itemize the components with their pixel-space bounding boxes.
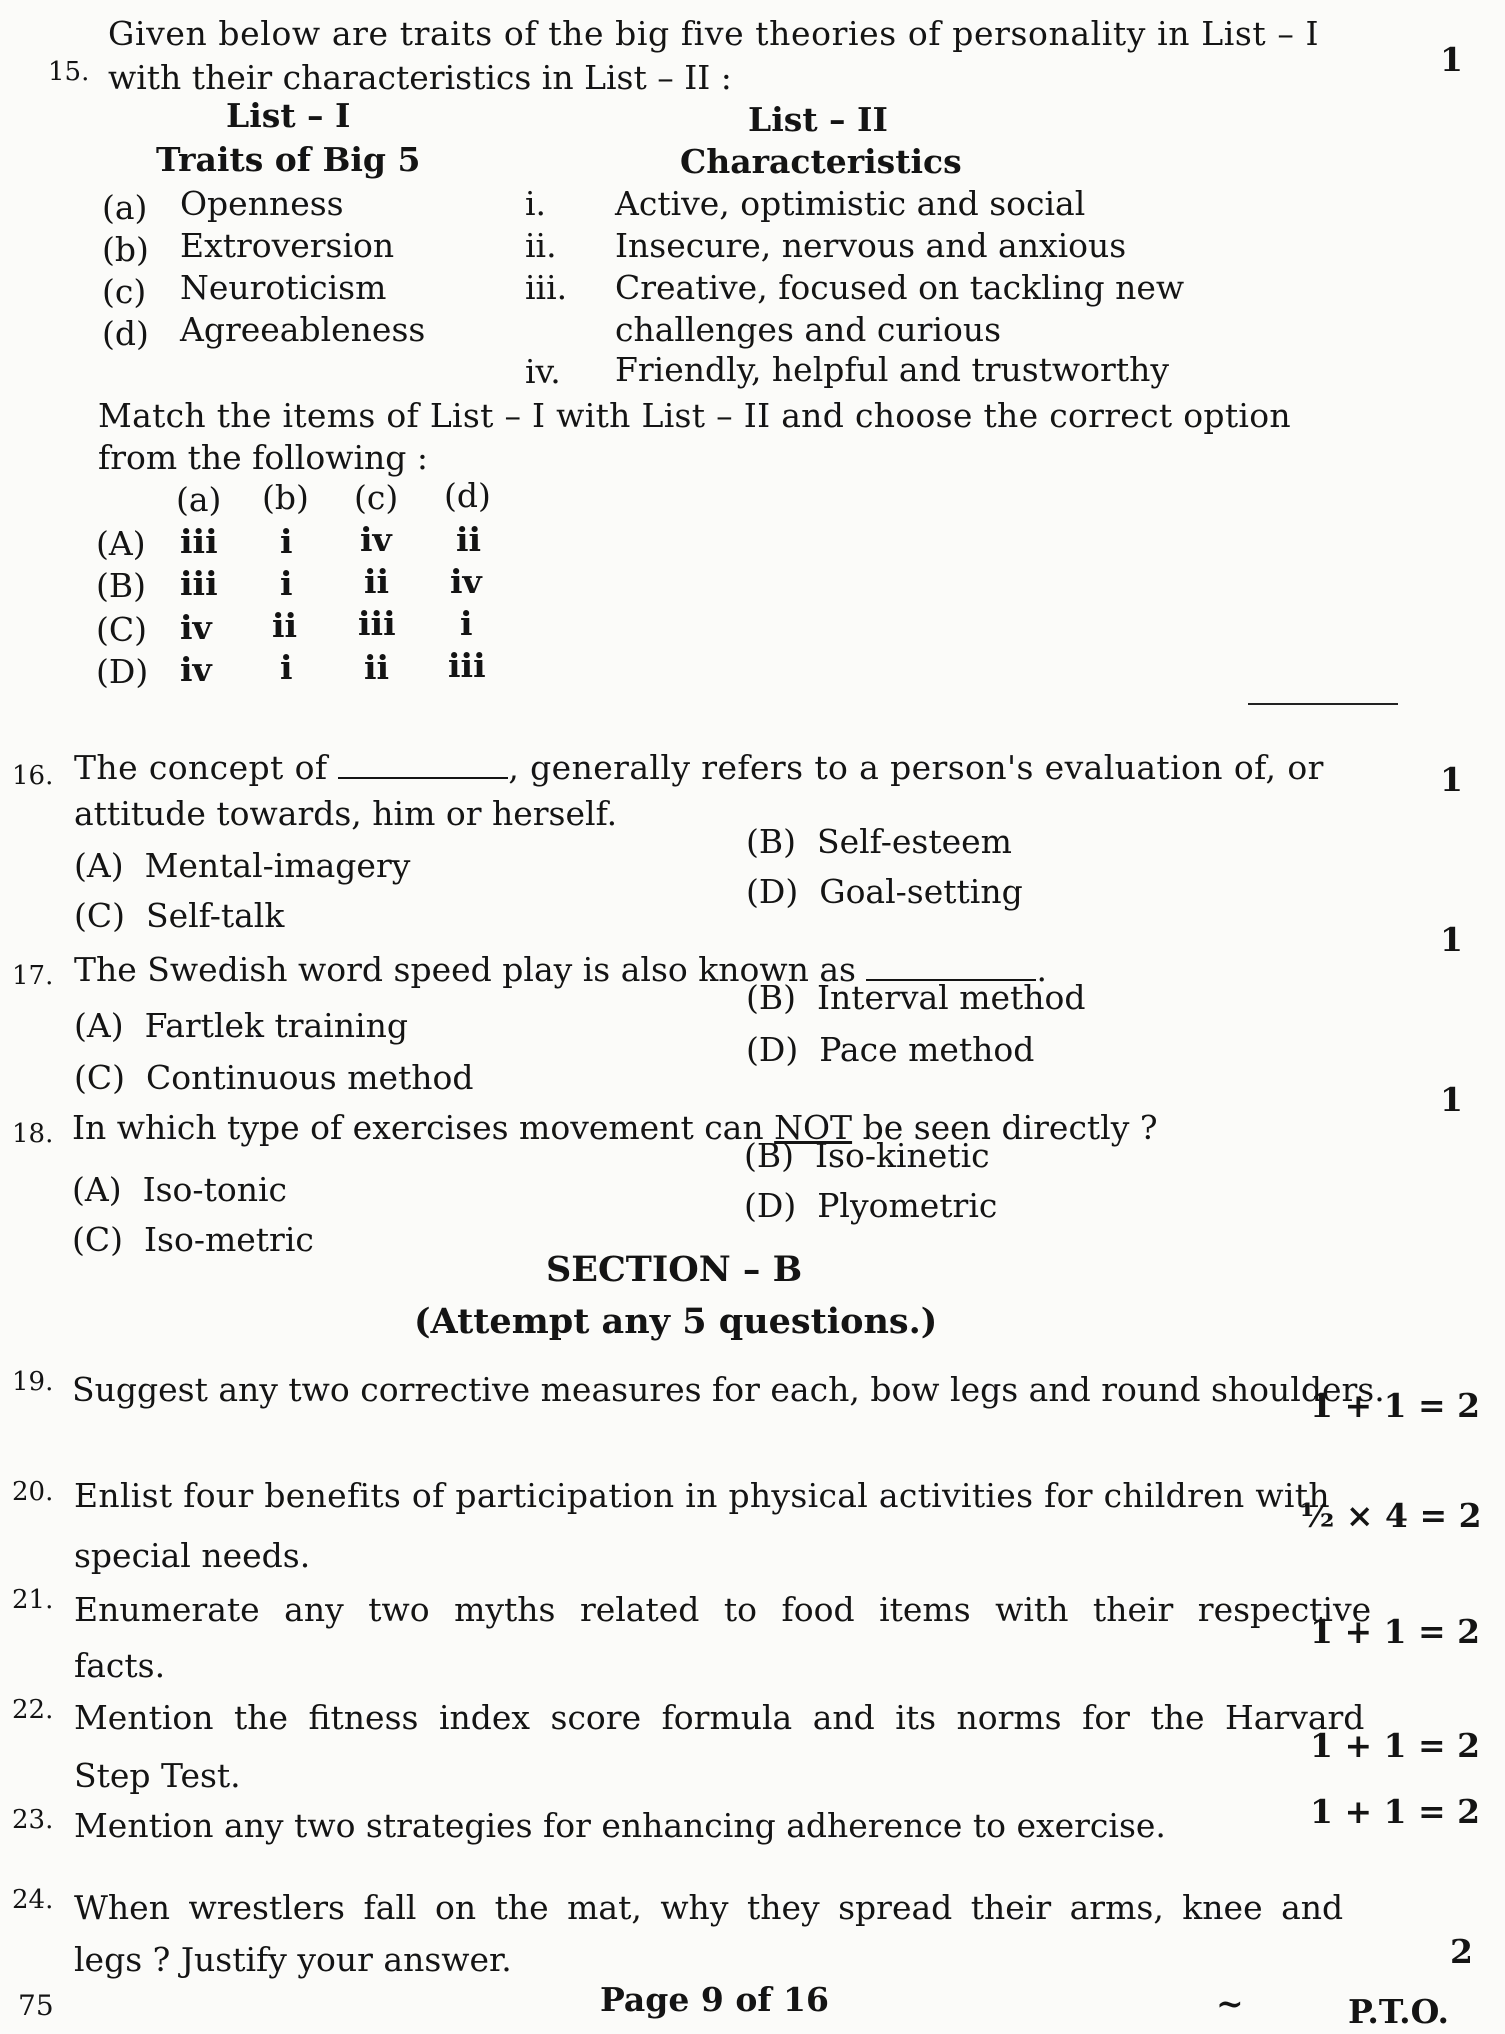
page-number: Page 9 of 16 [600,1980,829,2019]
page-code: 75 [18,1989,54,2022]
question-number: 17. [12,961,54,991]
question-number: 24. [12,1885,54,1915]
list2-subtitle: Characteristics [680,142,962,181]
question-text: legs ? Justify your answer. [74,1940,512,1979]
list2-label: iii. [525,268,568,307]
option-value: iv [360,520,392,559]
question-text: The concept of , generally refers to a person's evaluation of, or [74,748,1324,787]
question-text: Step Test. [74,1756,241,1795]
list1-label: (b) [102,230,149,269]
option-b[interactable]: (B) Self-esteem [746,822,1012,861]
marks: 2 [1450,1932,1473,1971]
list2-item: Insecure, nervous and anxious [615,226,1127,265]
question-text: Enumerate any two myths related to food items with their respective [74,1590,1372,1629]
option-b[interactable]: (B) Interval method [746,978,1086,1017]
question-text: Mention the fitness index score formula and its norms for the Harvard [74,1698,1365,1737]
match-instruction: Match the items of List – I with List – II and choose the correct option [98,396,1291,435]
marks: 1 + 1 = 2 [1310,1612,1481,1651]
option-value: i [280,522,293,561]
question-text: with their characteristics in List – II : [108,58,732,97]
marks: 1 + 1 = 2 [1310,1386,1481,1425]
option-value: iii [180,564,218,603]
question-number: 23. [12,1805,54,1835]
column-header: (b) [262,478,309,517]
list2-item: Friendly, helpful and trustworthy [615,350,1169,389]
option-value: iv [450,562,482,601]
option-value: iii [448,646,486,685]
tilde-mark: ~ [1216,1984,1244,2023]
option-value: ii [364,648,390,687]
list1-subtitle: Traits of Big 5 [156,140,421,179]
question-text: When wrestlers fall on the mat, why they spread their arms, knee and [74,1888,1344,1927]
marks: 1 [1440,40,1463,79]
column-header: (c) [354,478,399,517]
question-number: 20. [12,1477,54,1507]
option-d[interactable]: (D) Plyometric [744,1186,998,1225]
option-a[interactable]: (A) Mental-imagery [74,846,411,885]
question-number: 16. [12,761,54,791]
option-label: (A) [96,524,146,563]
option-c[interactable]: (C) Continuous method [74,1058,474,1097]
question-text: Enlist four benefits of participation in physical activities for children with [74,1476,1330,1515]
marks: 1 [1440,920,1463,959]
list1-item: Openness [180,184,344,223]
marks: ½ × 4 = 2 [1300,1496,1482,1535]
option-label: (C) [96,610,147,649]
option-value: ii [364,562,390,601]
list1-title: List – I [226,96,351,135]
marks: 1 + 1 = 2 [1310,1726,1481,1765]
section-subtitle: (Attempt any 5 questions.) [414,1301,938,1342]
option-c[interactable]: (C) Self-talk [74,896,285,935]
option-value: iv [180,608,212,647]
marks: 1 + 1 = 2 [1310,1792,1481,1831]
option-value: i [280,648,293,687]
option-value: ii [456,520,482,559]
question-text: The Swedish word speed play is also known as . [74,950,1047,989]
list1-item: Extroversion [180,226,395,265]
list1-label: (a) [102,188,148,227]
list2-item: Active, optimistic and social [615,184,1086,223]
option-value: i [280,564,293,603]
question-number: 21. [12,1585,54,1615]
list2-item: Creative, focused on tackling new [615,268,1185,307]
question-text: Suggest any two corrective measures for each, bow legs and round shoulders. [72,1370,1385,1409]
option-b[interactable]: (B) Iso-kinetic [744,1136,990,1175]
marks: 1 [1440,760,1463,799]
list1-item: Agreeableness [180,310,426,349]
list2-item-continued: challenges and curious [615,310,1002,349]
list1-label: (d) [102,314,149,353]
option-a[interactable]: (A) Fartlek training [74,1006,408,1045]
option-a[interactable]: (A) Iso-tonic [72,1170,287,1209]
option-value: iii [180,522,218,561]
pto-label: P.T.O. [1348,1992,1449,2031]
option-c[interactable]: (C) Iso-metric [72,1220,314,1259]
option-value: iv [180,650,212,689]
column-header: (d) [444,476,491,515]
option-value: i [460,604,473,643]
column-header: (a) [176,480,222,519]
option-label: (B) [96,566,146,605]
question-text: Mention any two strategies for enhancing adherence to exercise. [74,1806,1166,1845]
question-text: Given below are traits of the big five theories of personality in List – I [108,14,1320,53]
question-text: facts. [74,1646,166,1685]
question-number: 19. [12,1367,54,1397]
question-text: In which type of exercises movement can NOT be seen directly ? [72,1108,1158,1147]
marks: 1 [1440,1080,1463,1119]
list2-title: List – II [748,100,888,139]
blank [866,951,1036,981]
list1-item: Neuroticism [180,268,387,307]
question-text: attitude towards, him or herself. [74,794,618,833]
option-d[interactable]: (D) Goal-setting [746,872,1023,911]
question-number: 18. [12,1119,54,1149]
section-title: SECTION – B [546,1249,803,1290]
list2-label: ii. [525,226,557,265]
list1-label: (c) [102,272,147,311]
question-number: 15. [48,57,90,87]
option-label: (D) [96,652,149,691]
blank [338,749,508,779]
option-value: iii [358,604,396,643]
option-value: ii [272,606,298,645]
divider [1248,703,1398,705]
question-text: special needs. [74,1536,311,1575]
list2-label: iv. [525,352,561,391]
option-d[interactable]: (D) Pace method [746,1030,1035,1069]
list2-label: i. [525,184,547,223]
question-number: 22. [12,1695,54,1725]
match-instruction: from the following : [98,438,429,477]
